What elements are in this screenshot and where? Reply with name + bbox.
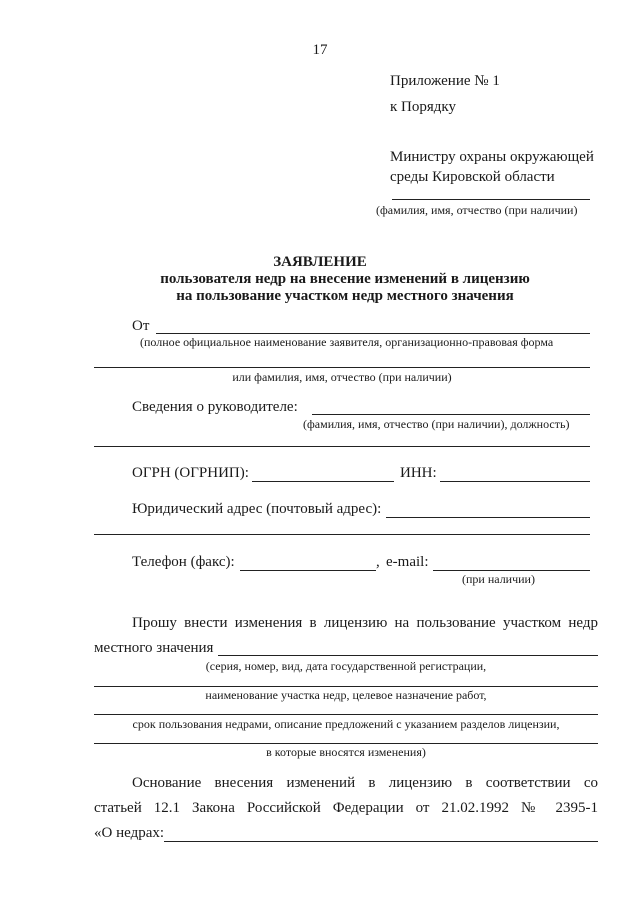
order-label: к Порядку: [390, 99, 456, 115]
addressee-line-1: Министру охраны окружающей: [390, 149, 594, 165]
basis-line-1: Основание внесения изменений в лицензию в соответствии со: [132, 775, 598, 791]
license-details-line-4: [94, 743, 598, 744]
addressee-name-line: [392, 199, 590, 200]
request-caption-4: в которые вносятся изменения): [266, 745, 426, 759]
from-caption-2: или фамилия, имя, отчество (при наличии): [232, 370, 452, 384]
from-line: [156, 333, 590, 334]
license-details-line-1: [218, 655, 598, 656]
address-label: Юридический адрес (почтовый адрес):: [132, 501, 382, 517]
document-page: 17 Приложение № 1 к Порядку Министру охраны окружающей среды Кировской области (фамилия, имя, отчество (при наличии) ЗАЯВЛЕНИЕ пользователя недр на внесение изменений в лицензию на пользование участком недр местного значения От (полное официальное наименование заявителя, организационно-правовая форма или фамилия, имя, отчество (при наличии) Сведения о руководителе: (фамилия, имя, отчество (при наличии), должность) ОГРН (ОГРНИП): ИНН: Юридический адрес (почтовый адрес): Телефон (факс): , e-mail: (при наличии) Прошу внести изменения в лицензию на пользование участком недр местного значения (серия, номер, вид, дата государственной регистрации, наименование участка недр, целевое назначение работ, срок пользования недрами, описание предложений с указанием разделов лицензии, в которые вносятся изменения) Основание внесения изменений в лицензию в соответствии со статьей 12.1 Закона Российской Федерации от 21.02.1992 № 2395-1 «О недрах:: [0, 0, 640, 905]
request-line-1: Прошу внести изменения в лицензию на пользование участком недр: [132, 615, 598, 631]
document-title: ЗАЯВЛЕНИЕ: [273, 254, 367, 270]
license-details-line-2: [94, 686, 598, 687]
director-line-2: [94, 446, 590, 447]
phone-label: Телефон (факс):: [132, 554, 235, 570]
document-subtitle-1: пользователя недр на внесение изменений в лицензию: [160, 271, 530, 287]
inn-line: [440, 481, 590, 482]
director-caption: (фамилия, имя, отчество (при наличии), должность): [303, 417, 570, 431]
director-label: Сведения о руководителе:: [132, 399, 298, 415]
from-label: От: [132, 318, 150, 334]
addressee-line-2: среды Кировской области: [390, 169, 555, 185]
inn-label: ИНН:: [400, 465, 437, 481]
phone-line: [240, 570, 376, 571]
page-number: 17: [312, 42, 328, 58]
appendix-label: Приложение № 1: [390, 73, 500, 89]
basis-line-2: статьей 12.1 Закона Российской Федерации от 21.02.1992 № 2395-1: [94, 800, 598, 816]
basis-line: [164, 841, 598, 842]
addressee-caption: (фамилия, имя, отчество (при наличии): [376, 203, 578, 217]
basis-line-3-label: «О недрах:: [94, 825, 165, 841]
license-details-line-3: [94, 714, 598, 715]
address-line-2: [94, 534, 590, 535]
from-caption-1: (полное официальное наименование заявителя, организационно-правовая форма: [140, 335, 554, 349]
request-caption-1: (серия, номер, вид, дата государственной регистрации,: [205, 659, 487, 673]
ogrn-label: ОГРН (ОГРНИП):: [132, 465, 249, 481]
request-line-2-label: местного значения: [94, 640, 214, 656]
ogrn-line: [252, 481, 394, 482]
email-line: [433, 570, 590, 571]
request-caption-3: срок пользования недрами, описание предложений с указанием разделов лицензии,: [132, 717, 560, 731]
document-subtitle-2: на пользование участком недр местного значения: [176, 288, 514, 304]
request-caption-2: наименование участка недр, целевое назначение работ,: [205, 688, 487, 702]
email-label: e-mail:: [386, 554, 429, 570]
address-line: [386, 517, 590, 518]
director-line: [312, 414, 590, 415]
email-caption: (при наличии): [462, 572, 535, 586]
from-line-2: [94, 367, 590, 368]
